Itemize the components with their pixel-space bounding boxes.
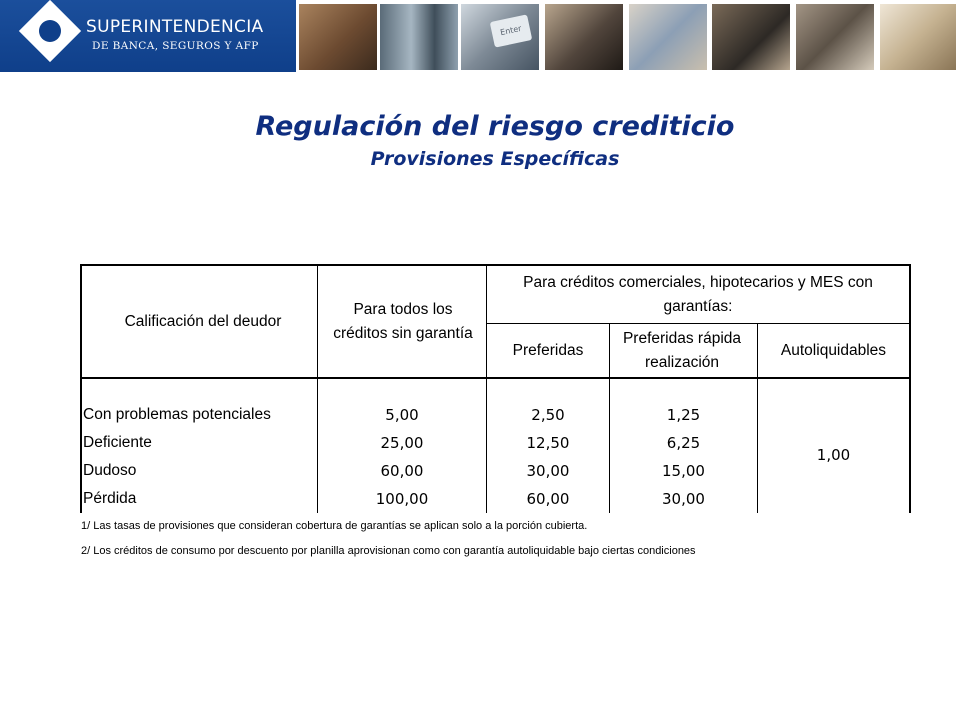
logo-subtitle: DE BANCA, SEGUROS Y AFP xyxy=(92,40,259,52)
banner-photo-building xyxy=(380,4,458,70)
cell-sin-garantia: 5,00 xyxy=(385,406,419,424)
sbs-logo xyxy=(0,0,296,72)
cell-preferidas-rapida: 30,00 xyxy=(662,490,705,508)
row-label: Dudoso xyxy=(83,462,137,479)
row-label: Con problemas potenciales xyxy=(83,406,271,423)
logo-emblem-icon xyxy=(19,0,81,62)
banner-photo-laptop xyxy=(545,4,623,70)
table-rule-header-bottom xyxy=(80,377,910,379)
banner-photo-handshake xyxy=(796,4,874,70)
banner-photo-writing xyxy=(880,4,956,70)
slide-subtitle: Provisiones Específicas xyxy=(370,148,620,170)
header-preferidas-rapida: Preferidas rápida realización xyxy=(622,329,742,371)
enter-key-label: Enter xyxy=(490,14,533,47)
banner-photo-keyboard xyxy=(461,4,539,70)
cell-preferidas: 12,50 xyxy=(526,434,570,452)
header-preferidas: Preferidas xyxy=(512,341,584,359)
header-con-garantias: Para créditos comerciales, hipotecarios y MES con garantías: xyxy=(523,273,873,315)
footnote-1: 1/ Las tasas de provisiones que consideran cobertura de garantías se aplican solo a la porción cubierta. xyxy=(81,520,588,532)
banner-photo-credit-card xyxy=(299,4,377,70)
cell-sin-garantia: 25,00 xyxy=(380,434,424,452)
table-border-left xyxy=(80,264,82,513)
header-banner xyxy=(0,0,960,72)
footnote-2: 2/ Los créditos de consumo por descuento por planilla aprovisionan como con garantía autoliquidable bajo ciertas condiciones xyxy=(81,545,696,557)
banner-photo-banknotes xyxy=(629,4,707,70)
table-border-right xyxy=(909,264,911,513)
cell-preferidas-rapida: 15,00 xyxy=(662,462,705,480)
row-label: Deficiente xyxy=(83,434,152,451)
cell-preferidas: 60,00 xyxy=(526,490,570,508)
cell-preferidas-rapida: 6,25 xyxy=(666,434,701,452)
cell-preferidas-rapida: 1,25 xyxy=(666,406,701,424)
header-calificacion: Calificación del deudor xyxy=(124,312,282,330)
header-sin-garantia: Para todos los créditos sin garantía xyxy=(333,300,473,342)
cell-sin-garantia: 100,00 xyxy=(375,490,429,508)
banner-photo-card-terminal xyxy=(712,4,790,70)
header-autoliquidables: Autoliquidables xyxy=(780,341,887,359)
cell-autoliquidables: 1,00 xyxy=(816,446,851,464)
cell-preferidas: 2,50 xyxy=(531,406,565,424)
logo-name: SUPERINTENDENCIA xyxy=(86,17,264,37)
row-label: Pérdida xyxy=(83,490,137,507)
cell-sin-garantia: 60,00 xyxy=(380,462,424,480)
slide-title: Regulación del riesgo crediticio xyxy=(255,111,735,142)
cell-preferidas: 30,00 xyxy=(526,462,570,480)
